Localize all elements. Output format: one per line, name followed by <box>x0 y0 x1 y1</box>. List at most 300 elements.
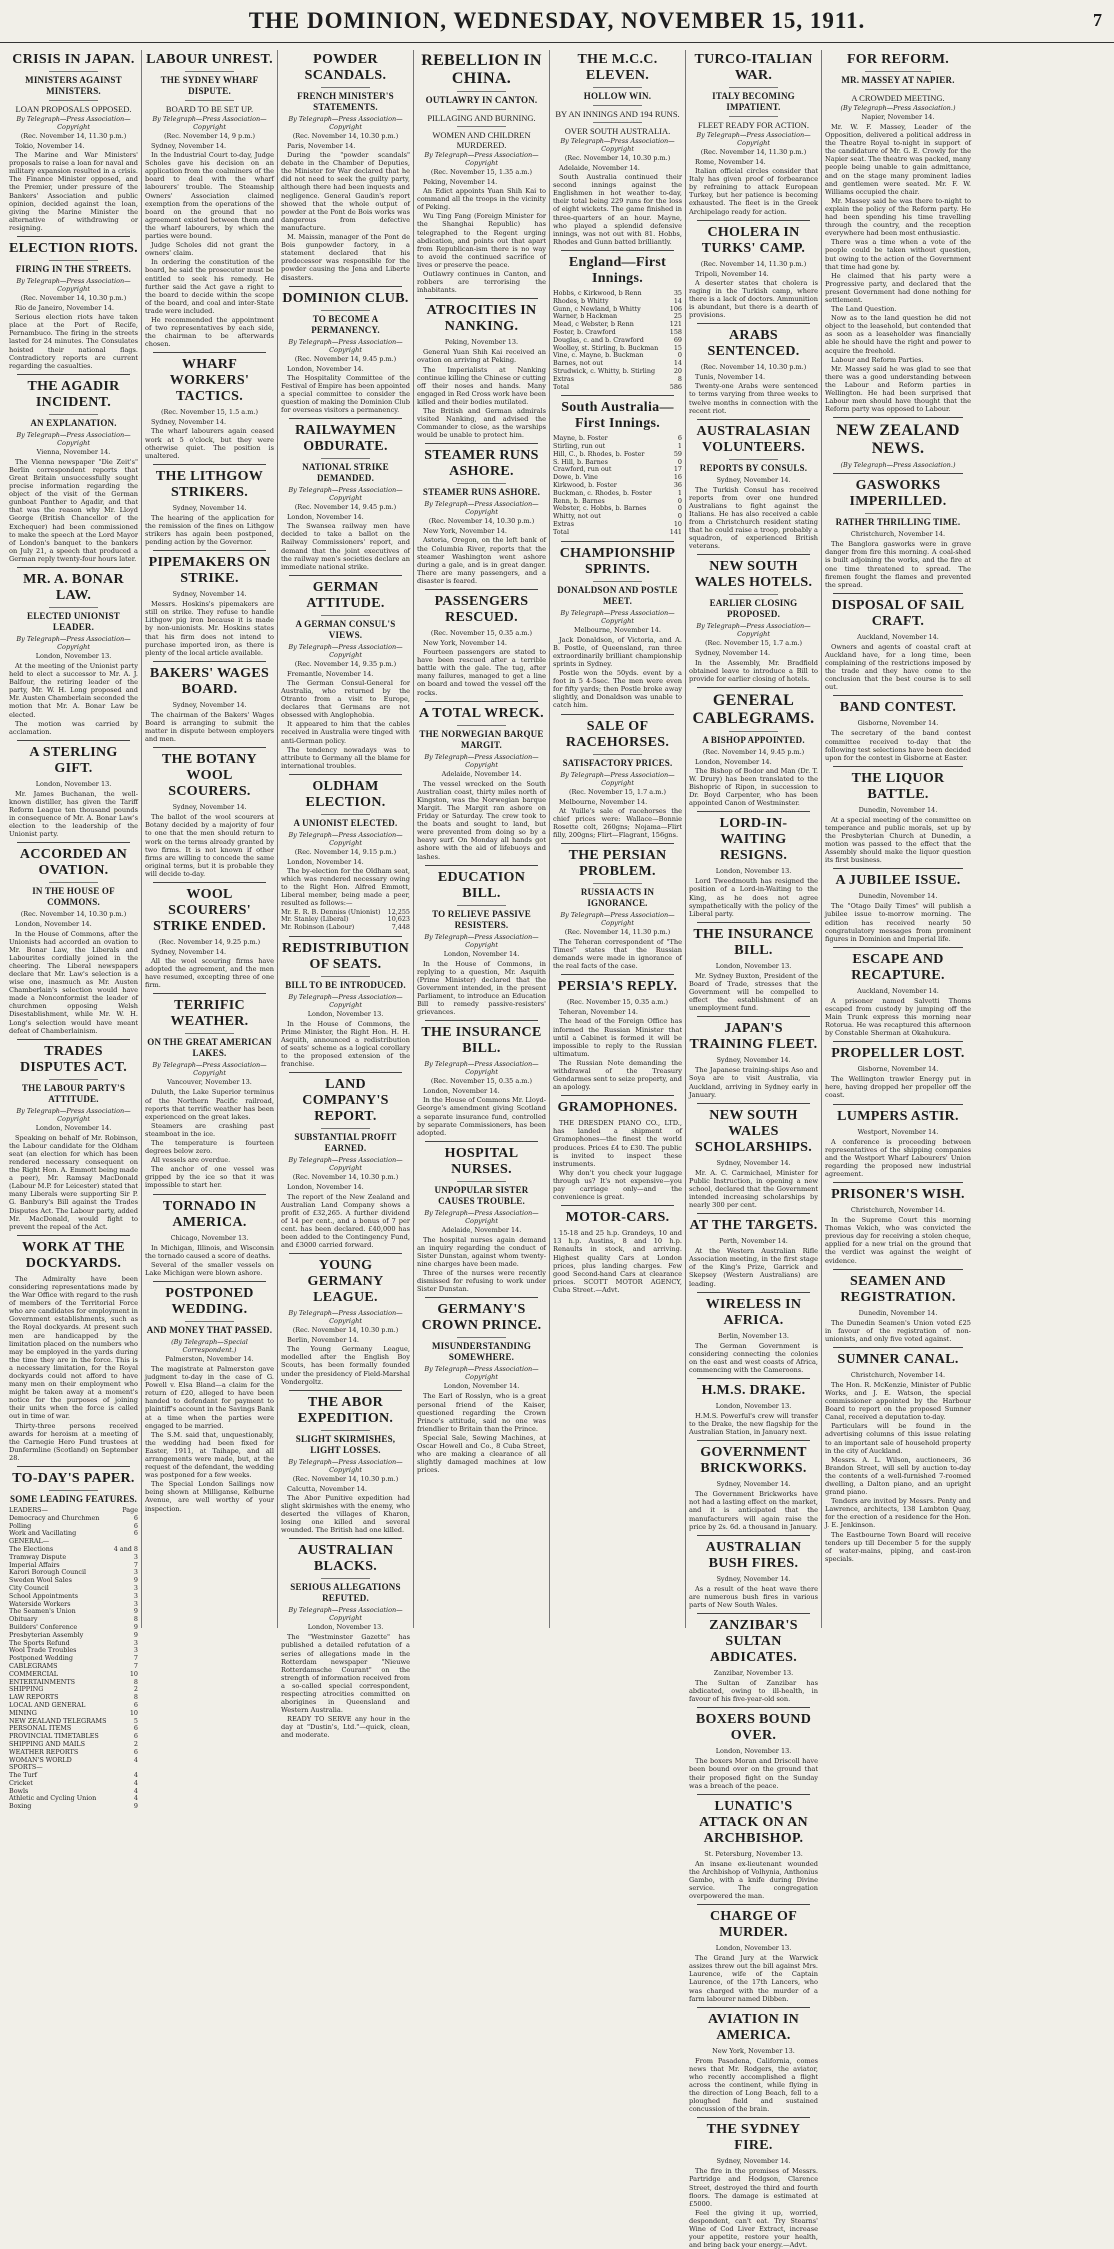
article-paragraph: The Teheran correspondent of "The Times" states that the Russian demands were made in ignorance of the real facts of the case. <box>553 937 682 971</box>
article-body <box>9 304 138 370</box>
article-divider <box>153 882 266 883</box>
index-page: 9 <box>133 1607 138 1616</box>
article-headline: WORK AT THE DOCKYARDS. <box>22 1239 125 1271</box>
table-row <box>281 924 410 932</box>
article-byline: By Telegraph—Press Association—Copyright <box>16 635 131 651</box>
article-headline: NEW ZEALAND NEWS. <box>836 422 960 458</box>
article-subheadline: REPORTS BY CONSULS. <box>699 462 808 473</box>
article-paragraph: Tunis, November 14. <box>695 373 766 382</box>
index-page: 6 <box>133 1724 138 1733</box>
article-headline: LORD-IN-WAITING RESIGNS. <box>719 816 788 864</box>
article <box>553 541 682 710</box>
article-paragraph: Rio de Janeiro, November 14. <box>15 304 114 313</box>
article-byline: By Telegraph—Press Association—Copyright <box>288 992 403 1009</box>
article-body <box>281 1633 410 1739</box>
article-subheadline: HOLLOW WIN. <box>583 91 652 101</box>
article-dateline: Sydney, November 14. <box>716 475 791 484</box>
article-dateline: London, November 13. <box>35 779 112 788</box>
article-divider <box>697 1440 810 1441</box>
article-paragraph: The Abor Punitive expedition had slight skirmishes with the enemy, who deserted the villages of Kharon, losing one killed and several wounded. The British had one killed. <box>281 1493 410 1535</box>
table-cell-value: 16 <box>673 473 682 482</box>
table-cell-name: Hobbs, c Kirkwood, b Renn <box>553 288 642 297</box>
article-headline: THE BOTANY WOOL SCOURERS. <box>162 752 257 800</box>
sub-divider <box>593 122 642 123</box>
index-page: 9 <box>133 1622 138 1631</box>
article-paragraph: Owners and agents of coastal craft at Auckland have, for a long time, been complaining of the restrictions imposed by the trade and they have come to the conclusion that the best course is to sell out. <box>825 642 971 692</box>
article-paragraph: THE DRESDEN PIANO CO., LTD., has landed a shipment of Gramophones—the finest the world produces. Prices £4 to £30. The public is invited to inspect these instruments. <box>553 1119 682 1168</box>
index-page: Page <box>122 1506 138 1514</box>
article-dateline: (Rec. November 14, 9.15 p.m.) <box>294 847 397 856</box>
results-table <box>281 909 410 932</box>
sub-divider <box>49 71 98 72</box>
article-headline: GERMAN ATTITUDE. <box>306 579 385 611</box>
article-divider <box>153 550 266 551</box>
article <box>417 1141 546 1294</box>
article-paragraph: In the Assembly, Mr. Bradfield obtained leave to introduce a Bill to provide for earlier closing of hotels. <box>689 658 818 683</box>
index-label: The Elections <box>9 1544 54 1553</box>
article-headline: EDUCATION BILL. <box>437 869 526 901</box>
table-cell-name: Webster, c. Hobbs, b. Barnes <box>553 504 647 513</box>
table-cell-name: Strudwick, c. Whitty, b. Stirling <box>553 366 656 375</box>
article-divider <box>833 473 963 474</box>
article-byline: By Telegraph—Press Association—Copyright <box>152 115 267 131</box>
table-cell-value: 6 <box>677 434 682 443</box>
article <box>9 374 138 563</box>
article-headline: TO-DAY'S PAPER. <box>12 1471 135 1486</box>
article-body <box>689 158 818 216</box>
article-headline: ARABS SENTENCED. <box>707 328 800 360</box>
article-headline: PIPEMAKERS ON STRIKE. <box>148 555 271 587</box>
article-paragraph: Fourteen passengers are stated to have been rescued after a terrible battle with the gale. The tug, after many failures, managed to get a line on board and towed the vessel off the rocks. <box>417 648 546 697</box>
article <box>825 1104 971 1178</box>
article-headline: GRAMOPHONES. <box>557 1100 678 1116</box>
article-paragraph: He claimed that his party were a Progressive party, and declared that the present Government had done nothing for settlement. <box>825 271 971 304</box>
column-7 <box>822 50 974 1628</box>
article-body <box>825 540 971 589</box>
article-headline: CHOLERA IN TURKS' CAMP. <box>701 224 806 256</box>
article-dateline: Dunedin, November 14. <box>858 805 938 814</box>
article-paragraph: The Young Germany League, modelled after the English Boy Scouts, has been formally founded under the presidency of Field-Marshal Vondergoltz. <box>281 1345 410 1386</box>
article-dateline: Auckland, November 14. <box>857 986 939 995</box>
article-subheadline: SOME LEADING FEATURES. <box>9 1494 137 1504</box>
article-body <box>281 1183 410 1249</box>
table-cell-value: 0 <box>677 496 682 505</box>
masthead <box>0 0 1114 43</box>
article-divider <box>697 1707 810 1708</box>
article-subheadline: A GERMAN CONSUL'S VIEWS. <box>295 618 396 640</box>
index-page: 4 <box>133 1794 138 1803</box>
article-body <box>553 636 682 710</box>
article-body <box>145 142 274 348</box>
article-paragraph: London, November 14. <box>287 1183 364 1192</box>
article-paragraph: A conference is proceeding between representatives of the shipping companies and the Westport Wharf Labourers' Union regarding the proposed new industrial agreement. <box>825 1137 971 1178</box>
article-dateline: London, November 13. <box>715 961 792 970</box>
article-dateline: Sydney, November 14. <box>716 1574 791 1583</box>
article-paragraph: The wharf labourers again ceased work at 5 o'clock, but they were otherwise quiet. The position is unaltered. <box>145 427 274 460</box>
article-paragraph: Particulars will be found in the advertising columns of this issue relating to an important sale of household property in the city of Auckland. <box>825 1422 971 1455</box>
article-headline: WIRELESS IN AFRICA. <box>705 1296 802 1328</box>
article-paragraph: The "Westminster Gazette" has published a detailed refutation of a series of allegations made in the Rotterdam newspaper "Nieuwe Rotterdamsche Courant" on the strength of information received from a so-called special correspondent, respecting atrocities committed on aborigines in Queensland and Western Australia. <box>281 1633 410 1715</box>
index-label: Waterside Workers <box>9 1599 71 1608</box>
index-label: CABLEGRAMS <box>9 1661 58 1670</box>
article-divider <box>561 974 674 975</box>
article-headline: GERMANY'S CROWN PRINCE. <box>421 1302 542 1334</box>
article <box>145 52 274 348</box>
article <box>689 1440 818 1530</box>
index-page: 9 <box>133 1802 138 1811</box>
article-subheadline: BILL TO BE INTRODUCED. <box>285 979 406 990</box>
article-byline: By Telegraph—Press Association—Copyright <box>288 1309 403 1326</box>
article-paragraph: The Land Question. <box>831 305 897 314</box>
article <box>281 1538 410 1739</box>
article-subheadline: OVER SOUTH AUSTRALIA. <box>564 126 671 136</box>
article-dateline: London, November 13. <box>715 867 792 876</box>
article <box>689 1213 818 1287</box>
index-label: Imperial Affairs <box>9 1560 60 1569</box>
table-cell-name: Crawford, run out <box>553 465 612 474</box>
article-body <box>825 1075 971 1099</box>
article <box>553 1095 682 1201</box>
article-dateline: (Rec. November 15, 0.35 a.m.) <box>566 998 669 1007</box>
article-subheadline: THE LABOUR PARTY'S ATTITUDE. <box>21 1082 126 1104</box>
article-paragraph: The Sultan of Zanzibar has abdicated, owing to ill-health, in favour of his five-year-old son. <box>689 1679 818 1704</box>
article-byline: By Telegraph—Press Association—Copyright <box>696 131 811 147</box>
index-page: 3 <box>133 1599 138 1608</box>
index-page: 8 <box>133 1693 138 1702</box>
article-body <box>689 1860 818 1900</box>
article-divider <box>561 250 674 251</box>
article-headline: A JUBILEE ISSUE. <box>835 873 961 889</box>
article-body <box>281 1020 410 1069</box>
sub-divider <box>49 100 98 101</box>
index-page: 3 <box>133 1552 138 1561</box>
article-paragraph: The Bishop of Bodor and Man (Dr. T. W. Drury) has been translated to the Bishopric of Ripon, in succession to Dr. Boyd Carpenter, who has been appointed Canon of Westminster. <box>689 766 818 808</box>
article-paragraph: Sydney, November 14. <box>151 947 227 956</box>
article-divider <box>153 464 266 465</box>
article-byline: (By Telegraph—Special Correspondent.) <box>171 1337 248 1354</box>
index-page: 6 <box>133 1529 138 1538</box>
article-paragraph: Berlin, November 14. <box>287 1336 360 1345</box>
table-cell-value: 59 <box>673 449 682 458</box>
article-paragraph: At the meeting of the Unionist party held to elect a successor to Mr. A. J. Balfour, the retiring leader of the party, Mr. W. H. Long proposed and Mr. Austen Chamberlain seconded the motion that Mr. A. Bonar Law be elected. <box>9 662 138 719</box>
article-dateline: Gisborne, November 14. <box>857 1065 939 1074</box>
article-divider <box>561 1205 674 1206</box>
index-page: 8 <box>133 1615 138 1624</box>
article <box>825 473 971 589</box>
article-body <box>689 972 818 1012</box>
article-divider <box>425 1297 538 1298</box>
article-paragraph: The vessel wrecked on the South Australian coast, thirty miles north of Kingston, was the Norwegian barque Margit. The Margit ran ashore on Friday or Saturday. The crew took to the boats and sought to land, but were prevented from doing so by a heavy surf. On Monday all hands got ashore with the aid of lifebuoys and lashes. <box>417 779 546 861</box>
article-body <box>281 670 410 770</box>
article-body <box>553 1229 682 1294</box>
article-paragraph: In the Industrial Court to-day, Judge Scholes gave his decision on an application from the coalminers of the board to deal with the wharf labourers' trouble. The Steamship Owners' Association claimed exemption from the operations of the board on the ground that no agreement existed between them and the wharf labourers, by which the parties were bound. <box>145 151 274 241</box>
article-dateline: Sydney, November 14. <box>172 803 247 812</box>
sub-divider <box>593 105 642 106</box>
article-divider <box>153 1194 266 1195</box>
article-body <box>825 729 971 761</box>
article-paragraph: London, November 14. <box>287 364 364 373</box>
article-headline: GOVERNMENT BRICKWORKS. <box>700 1445 807 1477</box>
article-paragraph: The Dunedin Seamen's Union voted £25 in favour of the registration of non-unionists, and only five voted against. <box>825 1318 971 1343</box>
article-headline: AUSTRALIAN BUSH FIRES. <box>705 1539 802 1571</box>
article-body <box>281 513 410 571</box>
article-headline: LUMPERS ASTIR. <box>837 1108 959 1124</box>
article-body <box>553 164 682 246</box>
article <box>825 52 971 413</box>
article-subheadline: RUSSIA ACTS IN IGNORANCE. <box>580 886 655 908</box>
index-page: 6 <box>133 1732 138 1741</box>
article-paragraph: The Banglora gasworks were in grave danger from fire this morning. A coal-shed is built adjoining the works, and the fire at one time threatened to spread. The firemen fought the flames and prevented the spread. <box>825 540 971 589</box>
article-byline: By Telegraph—Press Association—Copyright <box>424 151 539 167</box>
article-divider <box>289 1072 402 1073</box>
article-headline: TERRIFIC WEATHER. <box>170 998 249 1030</box>
table-cell-value: 0 <box>677 351 682 360</box>
index-label: NEW ZEALAND TELEGRAMS <box>9 1716 107 1725</box>
article-subheadline: BY AN INNINGS AND 194 RUNS. <box>555 109 680 119</box>
sub-divider <box>865 71 931 72</box>
article-byline: By Telegraph—Press Association—Copyright <box>288 486 403 503</box>
index-label: The Sports Refund <box>9 1638 70 1647</box>
article-headline: CRISIS IN JAPAN. <box>12 52 135 67</box>
article <box>145 352 274 459</box>
table-cell-name: Gunn, c Newland, b Whitty <box>553 304 641 313</box>
article-divider <box>153 993 266 994</box>
sub-divider <box>185 1321 234 1322</box>
article-body <box>9 1134 138 1231</box>
article-paragraph: Melbourne, November 14. <box>559 797 648 806</box>
article <box>825 868 971 942</box>
article-divider <box>697 1103 810 1104</box>
article-divider <box>425 443 538 444</box>
article-dateline: Sydney, November 14. <box>172 700 247 709</box>
article-paragraph: The hearing of the application for the remission of the fines on Lithgow strikers has again been postponed, pending action by the Governor. <box>145 513 274 547</box>
article-paragraph: The hospital nurses again demand an inquiry regarding the conduct of Sister Dunstan, against whom twenty-nine charges have been made. <box>417 1235 546 1269</box>
article-paragraph: During the "powder scandals" debate in the Chamber of Deputies, the Minister for War declared that he did not need to seek the guilty party, although there had been inquests and negligence. General Gaudin's report showed that the whole output of powder at the Pont de Bois works was dangerous from defective manufacture. <box>281 151 410 232</box>
index-page: 2 <box>133 1685 138 1694</box>
article-paragraph: Mr. W. F. Massey, Leader of the Opposition, delivered a political address in the Theatre Royal to-night in support of the candidature of Mr. G. E. Crowly for the Napier seat. The theatre was packed, many people being unable to gain admittance, and on the stage many prominent ladies and gentlemen were seated. Mr. F. W. Williams occupied the chair. <box>825 123 971 196</box>
article-body <box>9 458 138 563</box>
sub-divider <box>321 87 370 88</box>
index-page: 10 <box>129 1669 138 1678</box>
article-paragraph: Why don't you check your luggage through us? It's not expensive—you pay carriage only—and the convenience is great. <box>553 1168 682 1202</box>
article <box>417 52 546 294</box>
article-subheadline: SLIGHT SKIRMISHES, LIGHT LOSSES. <box>295 1433 396 1455</box>
table-row <box>553 376 682 384</box>
article <box>689 1904 818 2003</box>
article-divider <box>17 374 130 375</box>
article-body <box>145 813 274 878</box>
article-subheadline: EARLIER CLOSING PROPOSED. <box>709 598 798 620</box>
article-paragraph: The Grand Jury at the Warwick assizes threw out the bill against Mrs. Laurence, wife of the Captain Laurence, of the 17th Lancers, who was charged with the murder of a farm labourer named Dibben. <box>689 1954 818 2003</box>
index-label: LOCAL AND GENERAL <box>9 1700 86 1709</box>
article-paragraph: The tendency nowadays was to attribute to Germany all the blame for international troubles. <box>281 745 410 770</box>
article-divider <box>561 395 674 396</box>
article-paragraph: London, November 14. <box>423 1087 500 1096</box>
sub-divider <box>321 976 370 977</box>
article-subheadline: WOMEN AND CHILDREN MURDERED. <box>432 130 531 150</box>
index-page: 4 <box>133 1778 138 1787</box>
article-paragraph: Twenty-one Arabs were sentenced to terms varying from three weeks to twelve months in connection with the recent riot. <box>689 382 818 415</box>
article-byline: By Telegraph—Press Association—Copyright <box>696 622 811 639</box>
article-dateline: (Rec. November 14, 11.30 p.m.) <box>700 148 807 156</box>
index-page: 3 <box>133 1638 138 1647</box>
article-headline: THE SYDNEY FIRE. <box>706 2122 801 2154</box>
article <box>825 1041 971 1099</box>
article-divider <box>425 1141 538 1142</box>
article-paragraph: The temperature is fourteen degrees below zero. <box>145 1139 274 1156</box>
article-body <box>417 178 546 294</box>
table-cell-name: Mr. Robinson (Labour) <box>281 923 355 932</box>
article-headline: PERSIA'S REPLY. <box>557 979 678 995</box>
table-cell-name: Hill, C., b. Rhodes, b. Foster <box>553 449 645 458</box>
table-cell-value: 12,255 <box>387 907 410 916</box>
index-label: Bowls <box>9 1786 29 1795</box>
table-cell-name: Douglas, c. and b. Crawford <box>553 335 644 344</box>
article-byline: By Telegraph—Press Association—Copyright <box>288 1606 403 1623</box>
article-subheadline: ITALY BECOMING IMPATIENT. <box>712 91 795 112</box>
article <box>9 740 138 839</box>
article-divider <box>17 236 130 237</box>
article-paragraph: Jack Donaldson, of Victoria, and A. B. Postle, of Queensland, ran three extraordinarily brilliant championship sprints in Sydney. <box>553 635 682 668</box>
article-dateline: Auckland, November 14. <box>857 632 939 641</box>
index-page: 7 <box>133 1654 138 1663</box>
table-cell-value: 14 <box>673 296 682 305</box>
article-dateline: London, November 13. <box>715 1402 792 1410</box>
article <box>145 1194 274 1277</box>
article-divider <box>17 1235 130 1236</box>
article-subheadline: AN EXPLANATION. <box>30 417 117 428</box>
table-cell-name: Dowe, b. Vine <box>553 473 598 482</box>
article-byline: By Telegraph—Press Association—Copyright <box>16 1106 131 1123</box>
article-paragraph: New York, November 14. <box>423 527 507 536</box>
article-body <box>689 649 818 682</box>
article-dateline: (Rec. November 14, 10.30 p.m.) <box>428 517 535 526</box>
article-body <box>689 1585 818 1609</box>
index-label: School Appointments <box>9 1591 79 1600</box>
article-body <box>825 902 971 942</box>
sub-divider <box>49 607 98 608</box>
article-paragraph: Labour and Reform Parties. <box>831 355 924 364</box>
article-headline: PROPELLER LOST. <box>831 1046 965 1062</box>
article-paragraph: M. Maissin, manager of the Pont de Bois gunpowder factory, in a statement declared that his predecessor was responsible for the powder causing the Jena and Liberte disasters. <box>281 233 410 282</box>
index-page: 4 <box>133 1755 138 1764</box>
article <box>825 695 971 761</box>
article-paragraph: The British and German admirals visited Nanking, and advised the Commander to close, as the warships would be unable to protect him. <box>417 406 546 440</box>
article-paragraph: At Yuille's sale of racehorses the chief prices were: Wallace—Bonnie Rosette colt, 260gns; Nojama—Flirt filly, 200gns; Flirt—Flagrant, 156gns. <box>553 806 682 839</box>
article <box>689 1707 818 1789</box>
table-cell-name: Whitty, not out <box>553 512 601 521</box>
article-divider <box>833 593 963 594</box>
article-paragraph: 15-18 and 25 h.p. Grandeys, 10 and 13 h.p. Austins, 8 and 10 h.p. Renaults in stock, and arriving. Highest quality Cars at London prices, plus landing charges. Few good Second-hand Cars at clearance prices. SCOTT MOTOR AGENCY, Cuba Street.—Advt. <box>553 1229 682 1294</box>
index-page: 3 <box>133 1568 138 1577</box>
article-paragraph: In the Supreme Court this morning Thomas Vekich, who was convicted the previous day for receiving a stolen cheque, applied for a new trial on the ground that the verdict was against the weight of evidence. <box>825 1216 971 1265</box>
article-dateline: London, November 13. <box>715 1944 792 1953</box>
article <box>281 1072 410 1249</box>
table-cell-value: 106 <box>669 304 682 313</box>
article-headline: YOUNG GERMANY LEAGUE. <box>307 1258 384 1306</box>
article-byline: By Telegraph—Press Association—Copyright <box>560 770 675 787</box>
article-divider <box>697 922 810 923</box>
article-subheadline: ON THE GREAT AMERICAN LAKES. <box>147 1037 272 1059</box>
article-body <box>825 1381 971 1563</box>
article-body <box>825 1319 971 1343</box>
article-headline: ACCORDED AN OVATION. <box>19 847 128 879</box>
index-page: 9 <box>133 1576 138 1585</box>
sub-divider <box>457 109 506 110</box>
article-divider <box>425 1020 538 1021</box>
article-divider <box>697 1794 810 1795</box>
article-paragraph: An insane ex-lieutenant wounded the Archbishop of Volhynia, Anthonius Gambo, with a knife during Divine service. The congregation overpowered the man. <box>689 1859 818 1901</box>
article-paragraph: The Earl of Rosslyn, who is a great personal friend of the Kaiser, questioned regarding the Crown Prince's attitude, said no one was friendlier to Britain than the Prince. <box>417 1392 546 1433</box>
index-label: MINING <box>9 1708 37 1717</box>
sub-divider <box>457 905 506 906</box>
article-headline: BAKERS' WAGES BOARD. <box>149 665 270 697</box>
article <box>417 589 546 697</box>
article-paragraph: Serious election riots have taken place at the Port of Recife, Pernambuco. The firing in the streets lasted for 24 minutes. The Consulates hoisted their national flags. Contradictory reports are current regarding the casualties. <box>9 313 138 370</box>
article-paragraph: Duluth, the Lake Superior terminus of the Northern Pacific railroad, reports that terrific weather has been experienced on the great lakes. <box>145 1088 274 1121</box>
article <box>825 947 971 1037</box>
article-paragraph: London, November 14. <box>287 857 364 866</box>
article-divider <box>697 1213 810 1214</box>
index-label: PERSONAL ITEMS <box>9 1724 72 1733</box>
article-dateline: (Rec. November 14, 10.30 p.m.) <box>20 294 127 303</box>
index-page: 7 <box>133 1560 138 1569</box>
article-dateline: (Rec. November 14, 10.30 p.m.) <box>292 1173 399 1182</box>
article-paragraph: All the wool scouring firms have adopted the agreement, and the men have resumed, excepting three of one firm. <box>145 957 274 990</box>
article-paragraph: The German Consul-General for Australia, who returned by the Otranto from a visit to Europe, declares that Germans are not obsessed with Anglophobia. <box>281 678 410 720</box>
article <box>9 842 138 1034</box>
table-cell-name: Kirkwood, b. Foster <box>553 481 617 490</box>
article-paragraph: Adelaide, November 14. <box>559 164 640 172</box>
article-subheadline: ELECTED UNIONIST LEADER. <box>27 611 120 632</box>
article-paragraph: The Vienna newspaper "Die Zeit's" Berlin correspondent reports that Great Britain unsuccessfully sought precise information regarding the object of the visit of the German gunboat Panther to Agadir, and that that was the reason why Mr. Lloyd George (British Chancellor of the Exchequer) had been commissioned to make the speech at the Lord Mayor of London's banquet to the bankers on July 21, a speech that produced a German reply twenty-four hours later. <box>9 457 138 563</box>
column-2 <box>142 50 278 1628</box>
index-page: 3 <box>133 1591 138 1600</box>
article <box>553 843 682 970</box>
article-divider <box>17 1039 130 1040</box>
sub-divider <box>49 1079 98 1080</box>
article-byline: By Telegraph—Press Association—Copyright <box>560 137 675 153</box>
article-paragraph: The S.M. said that, unquestionably, the wedding had been fixed for Easter, 1911, at Taihape, and all arrangements were made, but, at the request of the defendant, the wedding was postponed for a few weeks. <box>145 1430 274 1480</box>
article-divider <box>697 1016 810 1017</box>
article-body <box>281 1336 410 1386</box>
article-paragraph: The fire in the premises of Messrs. Partridge and Hodgson, Clarence Street, destroyed the third and fourth floors. The damage is estimated at £5000. <box>689 2167 818 2208</box>
article-dateline: Dunedin, November 14. <box>858 1308 938 1317</box>
article-paragraph: He recommended the appointment of two representatives by each side, the chairman to be afterwards chosen. <box>145 315 274 349</box>
article-body <box>825 643 971 692</box>
article-body <box>9 920 138 1034</box>
article-byline: By Telegraph—Press Association—Copyright <box>288 1156 403 1173</box>
table-cell-value: 158 <box>669 327 682 336</box>
article-paragraph: READY TO SERVE any hour in the day at "Dustin's, Ltd."—quick, clean, and moderate. <box>281 1715 410 1740</box>
index-page: 4 <box>133 1786 138 1795</box>
article-body <box>145 1365 274 1513</box>
article-dateline: London, November 13. <box>715 1747 792 1756</box>
article-body <box>553 1119 682 1201</box>
article-dateline: Westport, November 14. <box>857 1127 939 1136</box>
article <box>689 2117 818 2249</box>
article <box>825 1347 971 1563</box>
article <box>553 714 682 839</box>
article-divider <box>17 567 130 568</box>
article-paragraph: The Special London Sailings now being shown at Milliganse, Kelburne Avenue, are well worthy of your inspection. <box>145 1480 274 1513</box>
article-body <box>417 780 546 861</box>
article-divider <box>153 747 266 748</box>
article-paragraph: The secretary of the band contest committee received to-day that the following test selections have been decided upon for the contest in Gisborne at Easter. <box>825 729 971 762</box>
article <box>145 661 274 743</box>
article-divider <box>697 1292 810 1293</box>
table-cell-value: 586 <box>669 382 682 391</box>
